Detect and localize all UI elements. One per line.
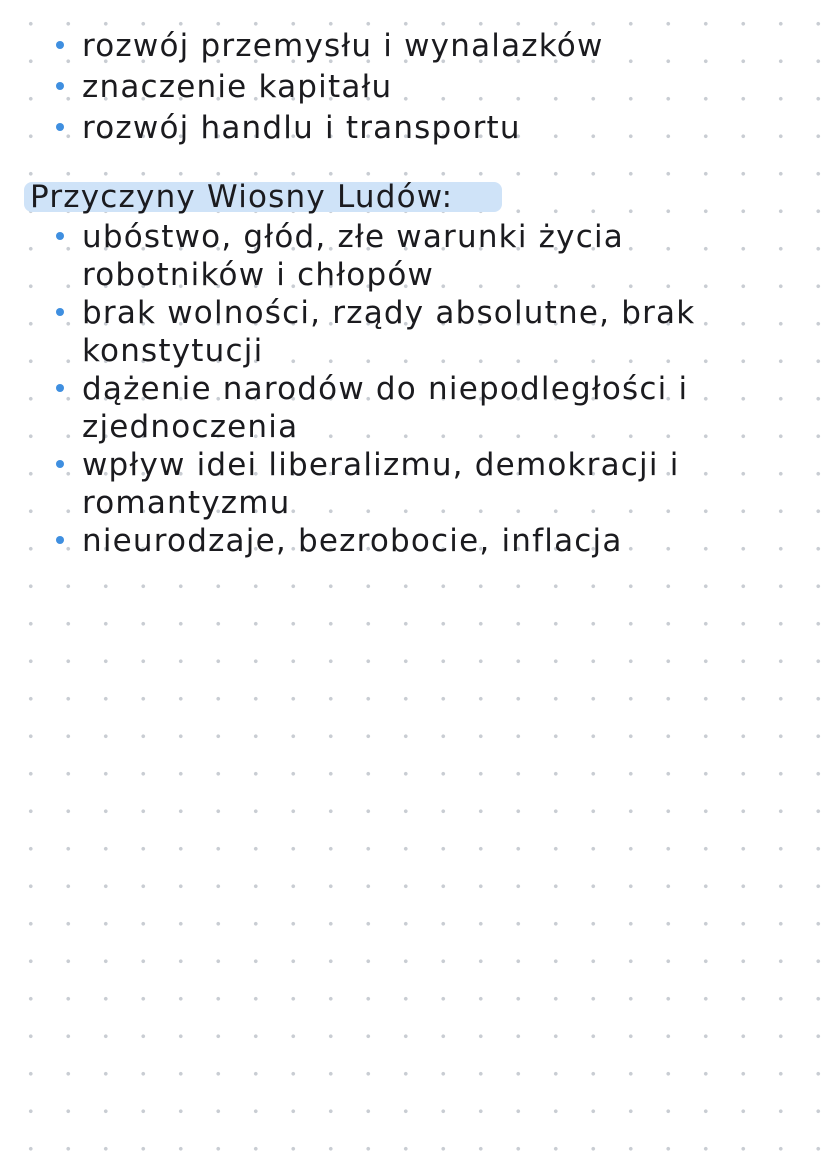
bullet-icon (56, 308, 64, 316)
list-item-line: romantyzmu (82, 485, 291, 521)
bullet-icon (56, 82, 64, 90)
heading-text: Przyczyny Wiosny Ludów: (30, 179, 454, 215)
bullet-icon (56, 123, 64, 131)
list-item-text: rozwój przemysłu i wynalazków (82, 28, 604, 64)
list-item-line: nieurodzaje, bezrobocie, inflacja (82, 523, 623, 559)
section-heading (24, 178, 459, 218)
bullet-icon (56, 232, 64, 240)
list-item-line: brak wolności, rządy absolutne, brak (82, 295, 696, 331)
list-item-line: ubóstwo, głód, złe warunki życia (82, 219, 624, 255)
list-item-text: rozwój handlu i transportu (82, 110, 521, 146)
list-item-text: znaczenie kapitału (82, 69, 393, 105)
bullet-icon (56, 41, 64, 49)
list-item-line: wpływ idei liberalizmu, demokracji i (82, 447, 680, 483)
list-item (56, 68, 756, 109)
list-item-line: zjednoczenia (82, 409, 299, 445)
list-item (56, 294, 796, 370)
causes-bullet-list (56, 218, 796, 560)
bullet-icon (56, 460, 64, 468)
list-item-line: konstytucji (82, 333, 264, 369)
bullet-icon (56, 536, 64, 544)
list-item (56, 370, 796, 446)
list-item (56, 522, 796, 560)
bullet-icon (56, 384, 64, 392)
list-item (56, 109, 756, 150)
intro-bullet-list (56, 27, 756, 150)
list-item (56, 446, 796, 522)
list-item-line: robotników i chłopów (82, 257, 435, 293)
list-item (56, 218, 796, 294)
list-item (56, 27, 756, 68)
list-item-line: dążenie narodów do niepodległości i (82, 371, 689, 407)
